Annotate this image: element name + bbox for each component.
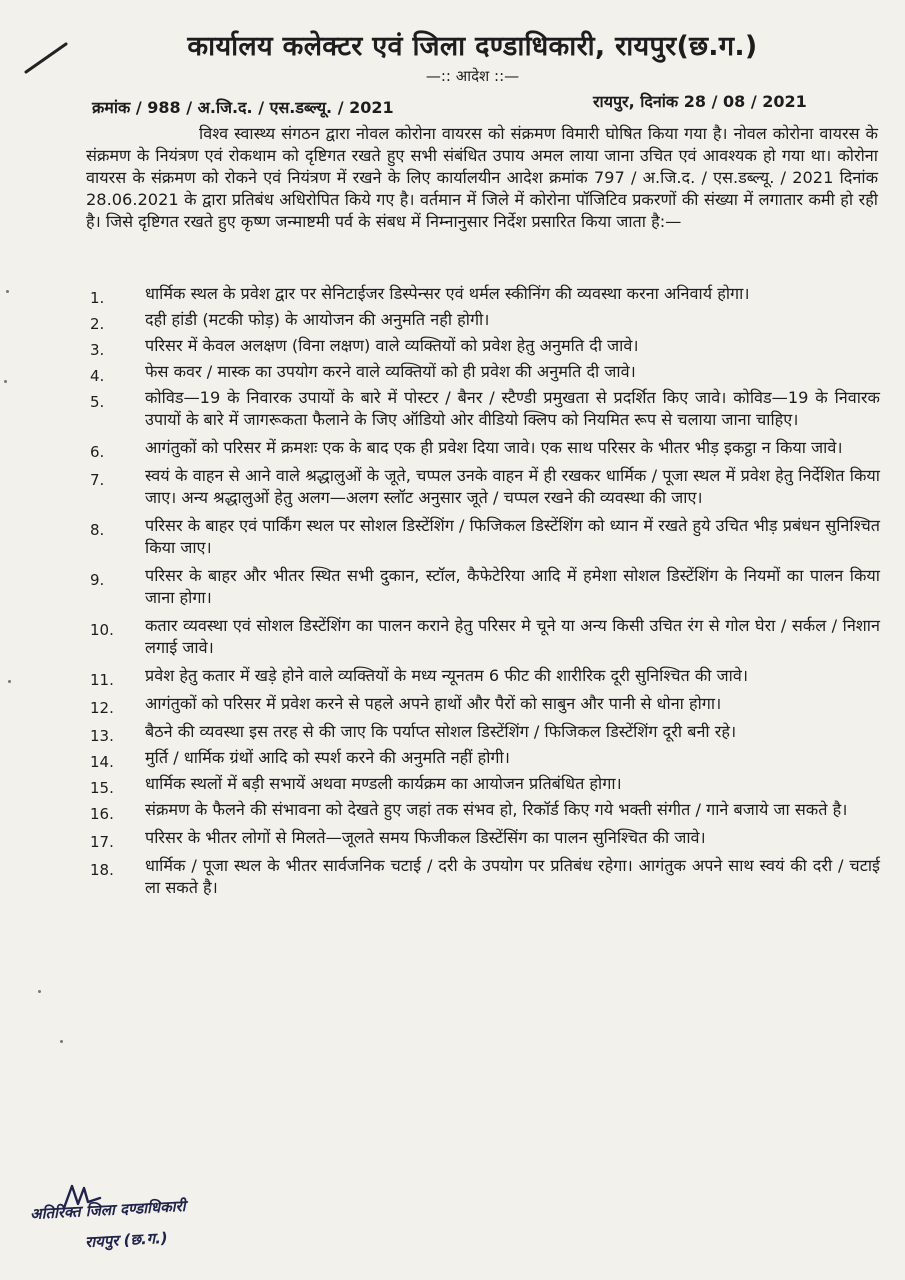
directive-text: प्रवेश हेतु कतार में खड़े होने वाले व्यक्तियों के मध्य न्यूनतम 6 फीट की शारीरिक दूरी सुनिश्चित की जावे। xyxy=(145,666,748,685)
directive-number: 6. xyxy=(90,443,105,461)
directive-item xyxy=(90,565,880,609)
directive-number: 16. xyxy=(90,805,114,823)
directive-number: 4. xyxy=(90,367,105,385)
order-heading: —:: आदेश ::— xyxy=(425,67,520,85)
directive-text: परिसर के बाहर एवं पार्किंग स्थल पर सोशल डिस्टेंशिंग / फिजिकल डिस्टेंशिंग को ध्यान में रखते हुये उचित भीड़ प्रबंधन सुनिश्चित किया जाए। xyxy=(145,516,880,557)
directive-number: 18. xyxy=(90,861,114,879)
directive-item xyxy=(90,335,880,357)
signature-block xyxy=(30,1180,250,1260)
directive-text: फेस कवर / मास्क का उपयोग करने वाले व्यक्तियों को ही प्रवेश की अनुमति दी जावे। xyxy=(145,362,636,381)
directive-number: 5. xyxy=(90,393,105,411)
signatory-location: रायपुर (छ.ग.) xyxy=(84,1228,169,1252)
directive-number: 7. xyxy=(90,471,105,489)
directive-item xyxy=(90,773,880,795)
directive-item xyxy=(90,827,880,849)
preamble-paragraph xyxy=(86,123,878,233)
speck-mark xyxy=(38,990,41,993)
directive-item xyxy=(90,665,880,687)
directive-item xyxy=(90,387,880,431)
directive-number: 17. xyxy=(90,833,114,851)
directive-text: परिसर में केवल अलक्षण (विना लक्षण) वाले व्यक्तियों को प्रवेश हेतु अनुमति दी जावे। xyxy=(145,336,639,355)
directive-item xyxy=(90,465,880,509)
preamble-text: विश्व स्वास्थ्य संगठन द्वारा नोवल कोरोना वायरस को संक्रमण विमारी घोषित किया गया है। नोवल कोरोना वायरस के संक्रमण के नियंत्रण एवं रोकथाम को दृष्टिगत रखते हुए सभी संबंधित उपाय अमल लाया जाना उचित एवं आवश्यक हो गया था। कोरोना वायरस के संक्रमण को रोकने एवं नियंत्रण में रखने के लिए कार्यालयीन आदेश क्रमांक 797 / अ.जि.द. / एस.डब्ल्यू. / 2021 दिनांक 28.06.2021 के द्वारा प्रतिबंध अधिरोपित किये गए है। वर्तमान में जिले में कोरोना पॉजिटिव प्रकरणों की संख्या में लगातार कमी हो रही है। जिसे दृष्टिगत रखते हुए कृष्ण जन्माष्टमी पर्व के संबध में निम्नानुसार निर्देश प्रसारित किया जाता है:— xyxy=(86,124,878,231)
directive-number: 15. xyxy=(90,779,114,797)
directive-number: 10. xyxy=(90,621,114,639)
directive-text: धार्मिक स्थल के प्रवेश द्वार पर सेनिटाईजर डिस्पेन्सर एवं थर्मल स्कीनिंग की व्यवस्था करना अनिवार्य होगा। xyxy=(145,284,750,303)
directive-item xyxy=(90,515,880,559)
directive-item xyxy=(90,747,880,769)
directive-item xyxy=(90,309,880,331)
directive-item xyxy=(90,721,880,743)
directive-item xyxy=(90,799,880,821)
speck-mark xyxy=(60,1040,63,1043)
directive-item xyxy=(90,855,880,899)
directive-number: 12. xyxy=(90,699,114,717)
directive-text: मुर्ति / धार्मिक ग्रंथों आदि को स्पर्श करने की अनुमति नहीं होगी। xyxy=(145,748,510,767)
directive-text: कतार व्यवस्था एवं सोशल डिस्टेंशिंग का पालन कराने हेतु परिसर मे चूने या अन्य किसी उचित रंग से गोल घेरा / सर्कल / निशान लगाई जावे। xyxy=(145,616,880,657)
directive-number: 11. xyxy=(90,671,114,689)
directive-item xyxy=(90,361,880,383)
directive-number: 14. xyxy=(90,753,114,771)
directive-number: 9. xyxy=(90,571,105,589)
directive-text: आगंतुकों को परिसर में प्रवेश करने से पहले अपने हाथों और पैरों को साबुन और पानी से धोना होगा। xyxy=(145,694,722,713)
directive-number: 8. xyxy=(90,521,105,539)
office-title: कार्यालय कलेक्टर एवं जिला दण्डाधिकारी, रायपुर(छ.ग.) xyxy=(187,31,758,62)
speck-mark xyxy=(4,380,7,383)
directive-number: 13. xyxy=(90,727,114,745)
directive-text: धार्मिक स्थलों में बड़ी सभायें अथवा मण्डली कार्यक्रम का आयोजन प्रतिबंधित होगा। xyxy=(145,774,622,793)
reference-number: क्रमांक / 988 / अ.जि.द. / एस.डब्ल्यू. / 2021 xyxy=(92,98,394,117)
directive-text: धार्मिक / पूजा स्थल के भीतर सार्वजनिक चटाई / दरी के उपयोग पर प्रतिबंध रहेगा। आगंतुक अपने साथ स्वयं की दरी / चटाई ला सकते है। xyxy=(145,856,880,897)
directive-text: बैठने की व्यवस्था इस तरह से की जाए कि पर्याप्त सोशल डिस्टेंशिंग / फिजिकल डिस्टेंशिंग दूरी बनी रहे। xyxy=(145,722,737,741)
order-date: रायपुर, दिनांक 28 / 08 / 2021 xyxy=(593,92,807,111)
directive-number: 3. xyxy=(90,341,105,359)
directive-list xyxy=(90,283,880,899)
directive-text: स्वयं के वाहन से आने वाले श्रद्धालुओं के जूते, चप्पल उनके वाहन में ही रखकर धार्मिक / पूजा स्थल में प्रवेश हेतु निर्देशित किया जाए। अन्य श्रद्धालुओं हेतु अलग—अलग स्लॉट अनुसार जूते / चप्पल रखने की व्यवस्था की जाए। xyxy=(145,466,880,507)
speck-mark xyxy=(8,680,11,683)
directive-number: 2. xyxy=(90,315,105,333)
directive-text: आगंतुकों को परिसर में क्रमशः एक के बाद एक ही प्रवेश दिया जावे। एक साथ परिसर के भीतर भीड़ इकट्ठा न किया जावे। xyxy=(145,438,843,457)
directive-number: 1. xyxy=(90,289,105,307)
directive-text: परिसर के भीतर लोगों से मिलते—जूलते समय फिजीकल डिस्टेंसिंग का पालन सुनिश्चित की जावे। xyxy=(145,828,706,847)
directive-item xyxy=(90,615,880,659)
directive-item xyxy=(90,283,880,305)
directive-text: परिसर के बाहर और भीतर स्थित सभी दुकान, स्टॉल, कैफेटेरिया आदि में हमेशा सोशल डिस्टेंशिंग के नियमों का पालन किया जाना होगा। xyxy=(145,566,880,607)
directive-text: कोविड—19 के निवारक उपायों के बारे में पोस्टर / बैनर / स्टैण्डी प्रमुखता से प्रदर्शित किए जावे। कोविड—19 के निवारक उपायों के बारे में जागरूकता फैलाने के जिए ऑडियो ओर वीडियो क्लिप को नियमित रूप से चलाया जाना चाहिए। xyxy=(145,388,880,429)
directive-text: दही हांडी (मटकी फोड़) के आयोजन की अनुमति नही होगी। xyxy=(145,310,490,329)
signatory-designation: अतिरिक्त जिला दण्डाधिकारी xyxy=(29,1196,186,1224)
directive-text: संक्रमण के फैलने की संभावना को देखते हुए जहां तक संभव हो, रिकॉर्ड किए गये भक्ती संगीत / गाने बजाये जा सकते है। xyxy=(145,800,848,819)
directive-item xyxy=(90,437,880,459)
speck-mark xyxy=(6,290,9,293)
directive-item xyxy=(90,693,880,715)
